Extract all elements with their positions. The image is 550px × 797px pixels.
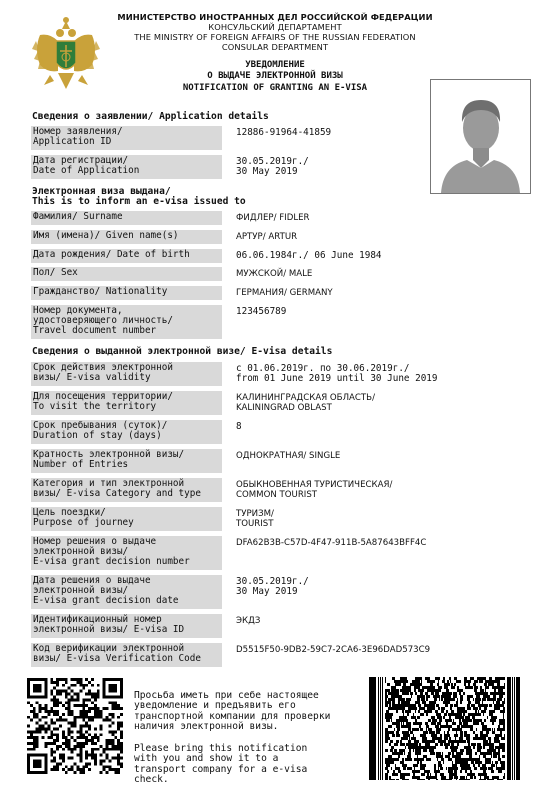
notice-text bbox=[134, 680, 362, 797]
label-entries: Кратность электронной визы/ Number of Entries bbox=[31, 449, 222, 473]
value-territory: КАЛИНИНГРАДСКАЯ ОБЛАСТЬ/ KALININGRAD OBLAST bbox=[236, 393, 375, 413]
value-nationality: ГЕРМАНИЯ/ GERMANY bbox=[236, 288, 333, 298]
value-decision-number: DFA62B3B-C57D-4F47-911B-5A87643BFF4C bbox=[236, 538, 427, 548]
label-surname: Фамилия/ Surname bbox=[31, 211, 222, 225]
value-sex: МУЖСКОЙ/ MALE bbox=[236, 269, 313, 279]
label-territory: Для посещения территории/ To visit the territory bbox=[31, 391, 222, 415]
value-application-id: 12886-91964-41859 bbox=[236, 127, 332, 138]
label-purpose: Цель поездки/ Purpose of journey bbox=[31, 507, 222, 531]
ministry-name-ru: МИНИСТЕРСТВО ИНОСТРАННЫХ ДЕЛ РОССИЙСКОЙ ФЕДЕРАЦИИ bbox=[117, 12, 433, 22]
label-verification-code: Код верификации электронной визы/ E-visa Verification Code bbox=[31, 643, 222, 667]
pdf417-barcode-icon bbox=[369, 677, 520, 780]
customs-emblem-icon bbox=[30, 15, 102, 93]
ministry-name-en: THE MINISTRY OF FOREIGN AFFAIRS OF THE RUSSIAN FEDERATION bbox=[134, 32, 416, 42]
section-evisa-details: Сведения о выданной электронной визе/ E-visa details bbox=[32, 346, 333, 357]
label-document-number: Номер документа, удостоверяющего личность/ Travel document number bbox=[31, 305, 222, 339]
section-application-details: Сведения о заявлении/ Application details bbox=[32, 111, 269, 122]
notice-en: Please bring this notification with you and show it to a transport company for a e-visa check. bbox=[134, 742, 308, 786]
title-en: NOTIFICATION OF GRANTING AN E-VISA bbox=[182, 83, 368, 93]
value-surname: ФИДЛЕР/ FIDLER bbox=[236, 213, 310, 223]
value-entries: ОДНОКРАТНАЯ/ SINGLE bbox=[236, 451, 341, 461]
label-given-names: Имя (имена)/ Given name(s) bbox=[31, 230, 222, 244]
section-issued-to-en: This is to inform an e-visa issued to bbox=[32, 196, 246, 207]
applicant-photo bbox=[430, 79, 531, 194]
qr-code-icon bbox=[27, 678, 123, 774]
label-sex: Пол/ Sex bbox=[31, 267, 222, 281]
value-category: ОБЫКНОВЕННАЯ ТУРИСТИЧЕСКАЯ/ COMMON TOURIST bbox=[236, 480, 393, 500]
value-validity: с 01.06.2019г. по 30.06.2019г./ from 01 June 2019 until 30 June 2019 bbox=[236, 363, 438, 384]
title-ru-line1: УВЕДОМЛЕНИЕ bbox=[245, 60, 305, 70]
value-duration: 8 bbox=[236, 421, 242, 432]
label-nationality: Гражданство/ Nationality bbox=[31, 286, 222, 300]
label-application-id: Номер заявления/ Application ID bbox=[31, 126, 222, 150]
label-category: Категория и тип электронной визы/ E-visa Category and type bbox=[31, 478, 222, 502]
value-decision-date: 30.05.2019г./ 30 May 2019 bbox=[236, 576, 309, 597]
value-purpose: ТУРИЗМ/ TOURIST bbox=[236, 509, 274, 529]
notice-ru: Просьба иметь при себе настоящее уведомление и предъявить его транспортной компании для проверки наличия электронной визы. bbox=[134, 689, 331, 733]
value-date-of-birth: 06.06.1984г./ 06 June 1984 bbox=[236, 250, 382, 261]
label-decision-number: Номер решения о выдаче электронной визы/ E-visa grant decision number bbox=[31, 536, 222, 570]
person-silhouette-icon bbox=[431, 80, 530, 193]
value-document-number: 123456789 bbox=[236, 306, 287, 317]
label-decision-date: Дата решения о выдаче электронной визы/ E-visa grant decision date bbox=[31, 575, 222, 609]
label-duration: Срок пребывания (суток)/ Duration of stay (days) bbox=[31, 420, 222, 444]
section-issued-to-ru: Электронная виза выдана/ bbox=[32, 186, 171, 197]
label-date-of-application: Дата регистрации/ Date of Application bbox=[31, 155, 222, 179]
department-name-ru: КОНСУЛЬСКИЙ ДЕПАРТАМЕНТ bbox=[208, 22, 342, 32]
value-given-names: АРТУР/ ARTUR bbox=[236, 232, 298, 242]
value-evisa-id: ЭКДЗ bbox=[236, 616, 261, 626]
value-date-of-application: 30.05.2019г./ 30 May 2019 bbox=[236, 156, 309, 177]
label-evisa-id: Идентификационный номер электронной визы/ E-visa ID bbox=[31, 614, 222, 638]
value-verification-code: D5515F50-9DB2-59C7-2CA6-3E96DAD573C9 bbox=[236, 645, 431, 655]
label-validity: Срок действия электронной визы/ E-visa validity bbox=[31, 362, 222, 386]
department-name-en: CONSULAR DEPARTMENT bbox=[221, 42, 329, 52]
label-date-of-birth: Дата рождения/ Date of birth bbox=[31, 249, 222, 263]
title-ru-line2: О ВЫДАЧЕ ЭЛЕКТРОННОЙ ВИЗЫ bbox=[207, 71, 343, 81]
